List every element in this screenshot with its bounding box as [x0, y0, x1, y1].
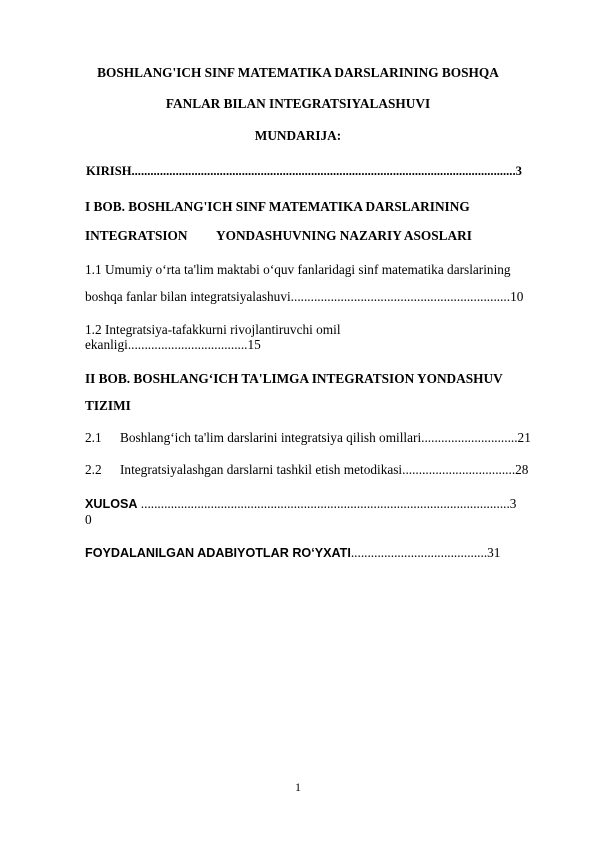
title-line-1: BOSHLANG'ICH SINF MATEMATIKA DARSLARINING BOSHQA: [97, 65, 499, 80]
contents-heading: MUNDARIJA:: [254, 128, 342, 143]
page-number: 1: [295, 780, 301, 794]
toc-section-2-1-text: Boshlang‘ich ta'lim darslarini integratsiya qilish omillari.............................21: [120, 430, 531, 445]
toc-chapter2-line1: II BOB. BOSHLANG‘ICH TA'LIMGA INTEGRATSION YONDASHUV: [85, 371, 503, 386]
toc-section-1-2-line1: 1.2 Integratsiya-tafakkurni rivojlantiruvchi omil: [85, 322, 341, 337]
toc-section-1-2-line2: ekanligi....................................15: [85, 337, 261, 352]
toc-section-1-1-line1: 1.1 Umumiy o‘rta ta'lim maktabi o‘quv fanlaridagi sinf matematika darslarining: [85, 262, 511, 277]
toc-conclusion-dots: ...............................................................................................................3: [137, 496, 517, 511]
toc-conclusion: [85, 496, 516, 512]
toc-section-1-1-line2: boshqa fanlar bilan integratsiyalashuvi..................................................................10: [85, 289, 524, 304]
toc-conclusion-label: XULOSA: [85, 497, 138, 511]
toc-section-2-2-number: 2.2: [85, 462, 102, 477]
toc-references-dots: .........................................31: [350, 545, 501, 560]
toc-section-2-2-text: Integratsiyalashgan darslarni tashkil etish metodikasi..................................28: [120, 462, 529, 477]
toc-chapter1-line2a: INTEGRATSION: [85, 228, 188, 243]
toc-chapter1-line2b: YONDASHUVNING NAZARIY ASOSLARI: [216, 228, 472, 243]
toc-chapter2-line2: TIZIMI: [85, 398, 131, 413]
toc-section-2-1-number: 2.1: [85, 430, 102, 445]
toc-intro: KIRISH..........................................................................................................................3: [86, 164, 522, 178]
toc-references-label: FOYDALANILGAN ADABIYOTLAR RO‘YXATI: [85, 546, 351, 560]
toc-conclusion-page-tail: 0: [85, 512, 92, 527]
toc-references: [85, 545, 500, 561]
toc-chapter1-line1: I BOB. BOSHLANG'ICH SINF MATEMATIKA DARSLARINING: [85, 199, 470, 214]
title-line-2: FANLAR BILAN INTEGRATSIYALASHUVI: [165, 96, 431, 111]
